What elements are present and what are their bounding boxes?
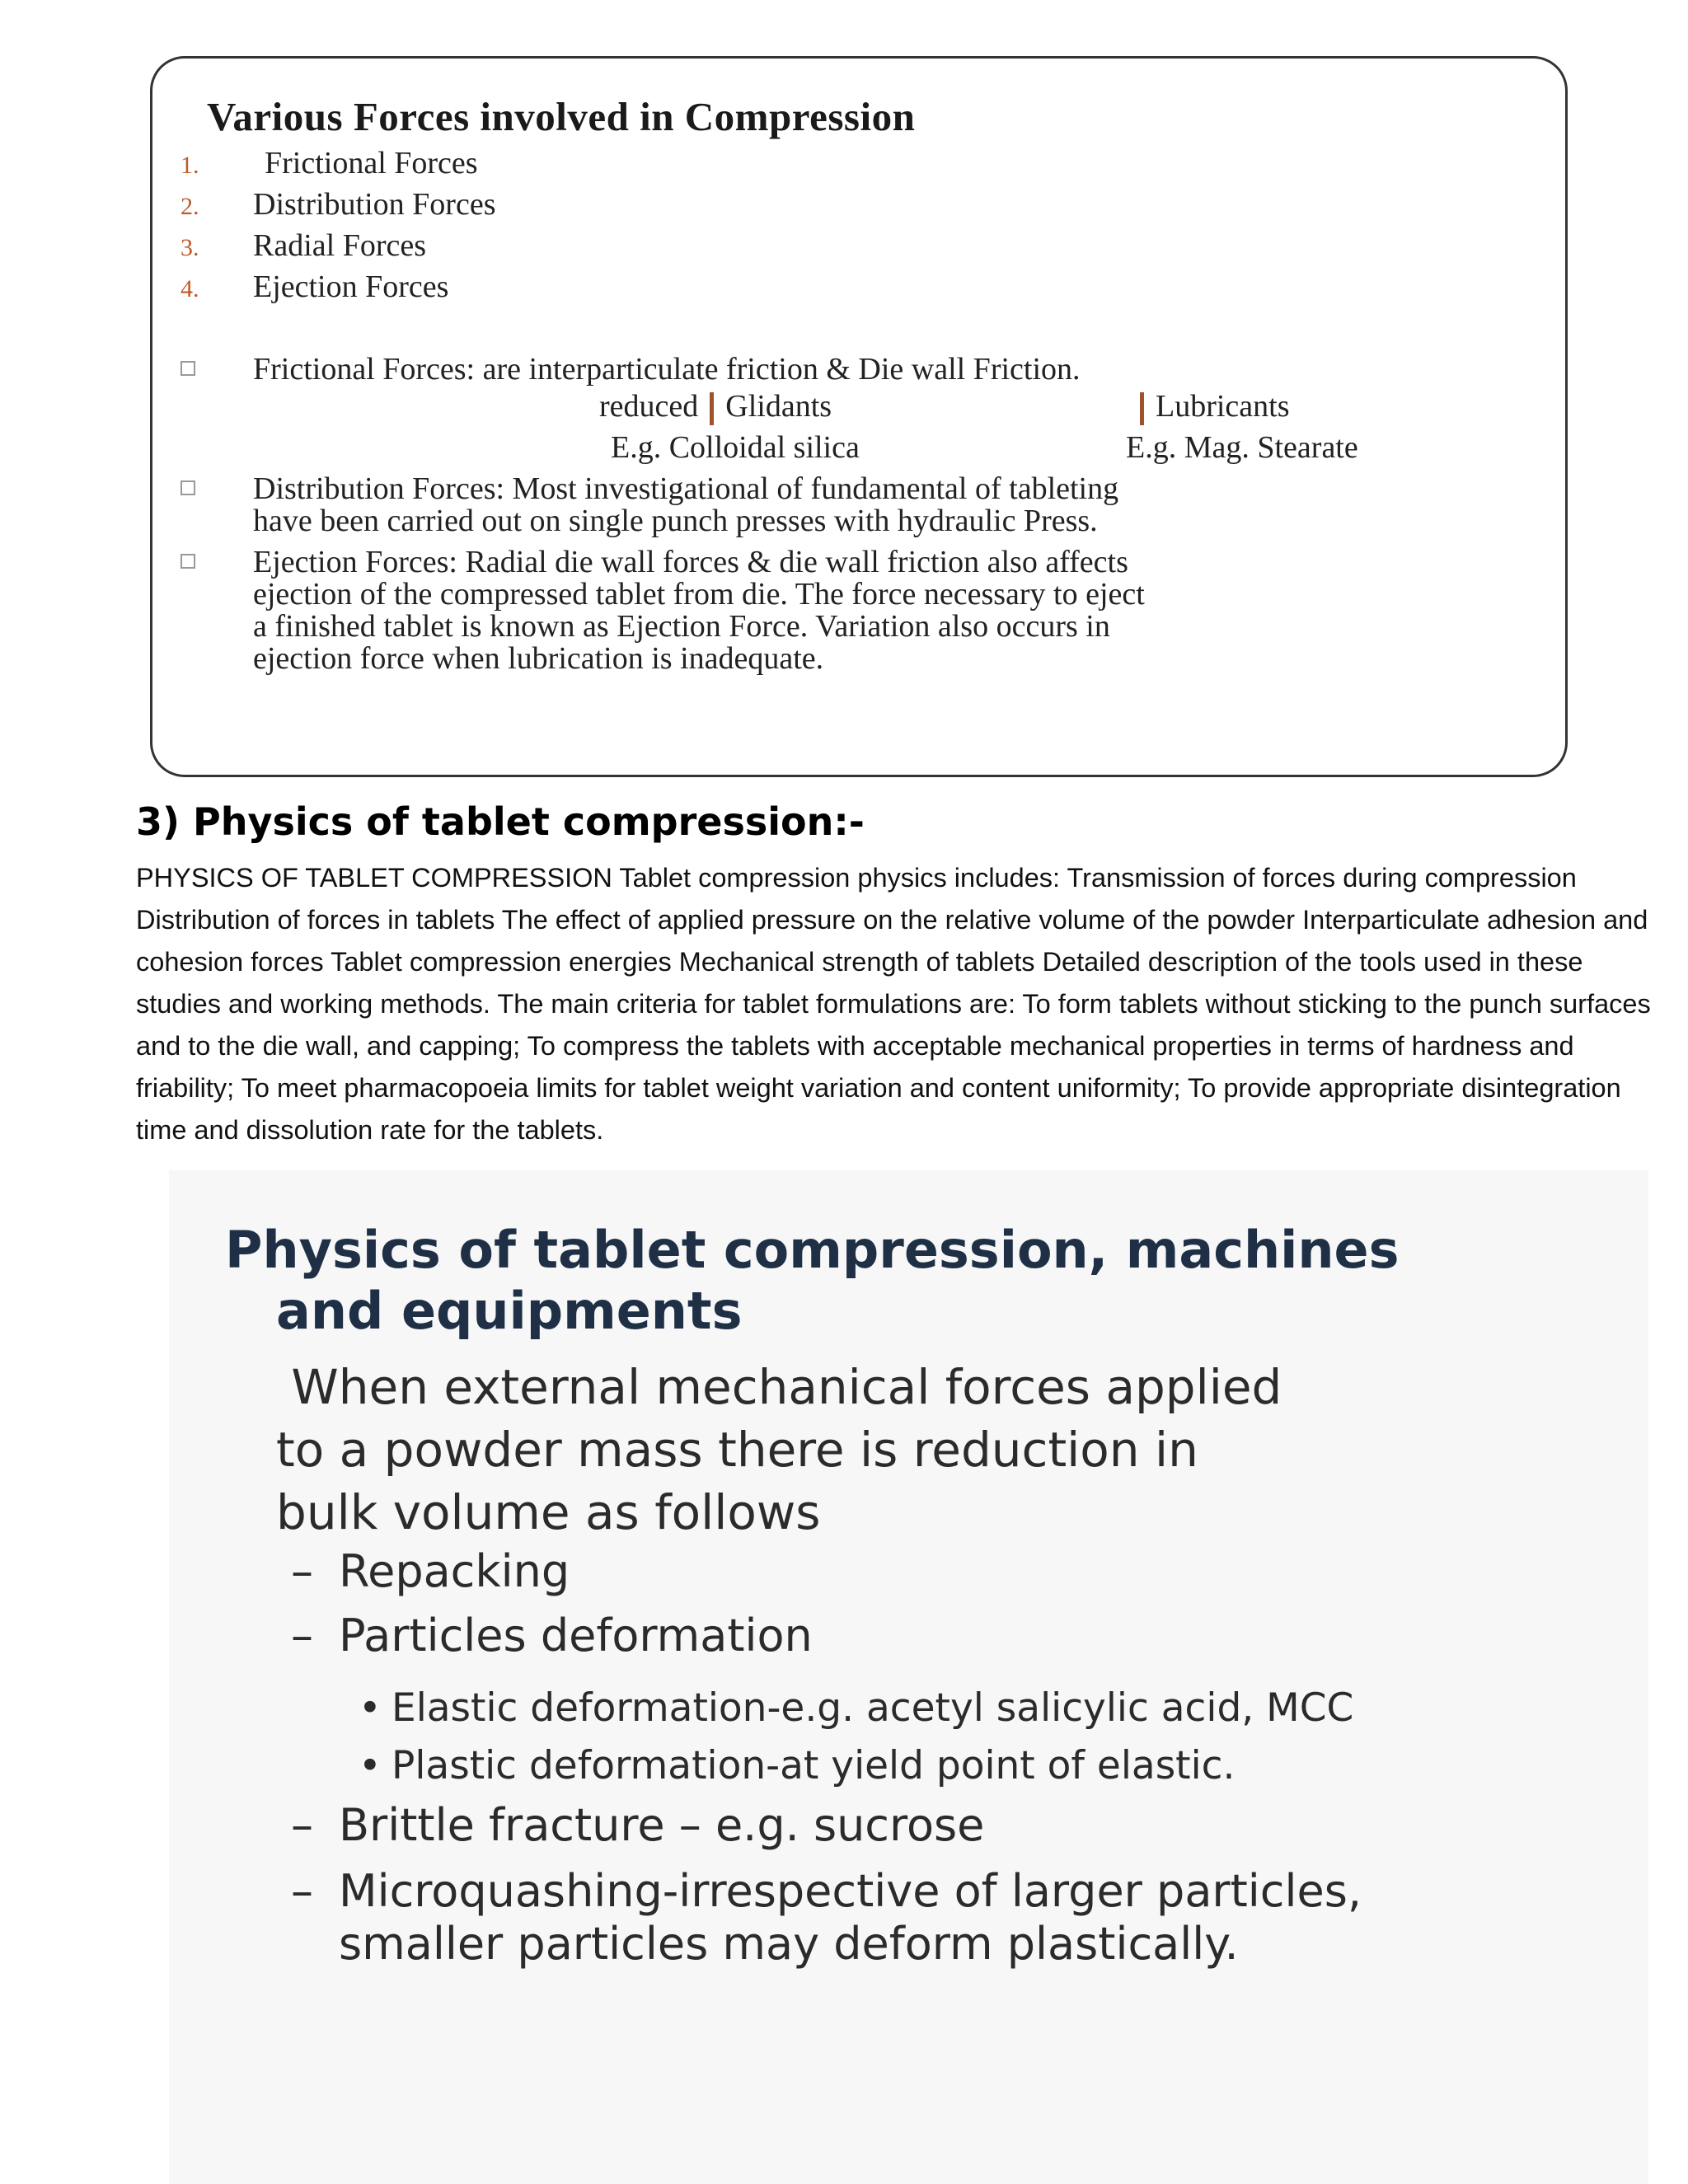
list-item <box>181 186 495 227</box>
list-text: Frictional Forces <box>265 146 478 180</box>
dash-icon: – <box>291 1865 313 1917</box>
square-bullet-icon <box>181 480 195 495</box>
list-text: Ejection Forces <box>253 269 449 304</box>
square-bullet-icon <box>181 361 195 376</box>
deformation-item <box>291 1610 813 1662</box>
intro-text <box>276 1356 1512 1544</box>
forces-list <box>181 145 495 310</box>
list-item <box>181 227 495 269</box>
distribution-line: Distribution Forces: Most investigational of fundamental of tableting <box>253 471 1119 506</box>
distribution-line: have been carried out on single punch presses with hydraulic Press. <box>253 504 1098 538</box>
item-text: Brittle fracture – e.g. sucrose <box>339 1799 985 1851</box>
repacking-item <box>291 1545 570 1598</box>
list-number: 2. <box>181 193 199 220</box>
physics-slide <box>169 1170 1648 2184</box>
dash-icon: – <box>291 1545 313 1597</box>
item-text: smaller particles may deform plastically. <box>339 1918 1239 1970</box>
list-text: Distribution Forces <box>253 187 496 222</box>
distribution-bullet <box>181 473 1118 537</box>
glidant-example: E.g. Colloidal silica <box>611 430 860 465</box>
bullet-icon: • <box>359 1743 382 1788</box>
forces-slide-title: Various Forces involved in Compression <box>207 94 916 139</box>
intro-line: to a powder mass there is reduction in <box>276 1422 1198 1478</box>
square-bullet-icon <box>181 554 195 569</box>
dash-icon: – <box>291 1799 313 1851</box>
ejection-line: Ejection Forces: Radial die wall forces & die wall friction also affects <box>253 545 1128 579</box>
brittle-item <box>291 1799 984 1852</box>
physics-slide-title <box>225 1220 1544 1342</box>
glidants-label: Glidants <box>725 389 832 424</box>
dash-icon: – <box>291 1610 313 1661</box>
lubricants-line <box>1128 388 1290 425</box>
list-item <box>181 145 495 186</box>
section-paragraph: PHYSICS OF TABLET COMPRESSION Tablet compression physics includes: Transmission of forces during compression Distribution of forces in tablets The effect of applied pressure on the relative volume of the powder Interparticulate adhesion and cohesion forces Tablet compression energies Mechanical strength of tablets Detailed description of the tools used in these studies and working methods. The main criteria for tablet formulations are: To form tablets without sticking to the punch surfaces and to the die wall, and capping; To compress the tablets with acceptable mechanical properties in terms of hardness and friability; To meet pharmacopoeia limits for tablet weight variation and content uniformity; To provide appropriate disintegration time and dissolution rate for the tablets. <box>136 863 1651 1145</box>
list-text: Radial Forces <box>253 228 427 263</box>
bullet-icon: • <box>359 1685 382 1731</box>
frictional-bullet <box>181 354 1081 386</box>
item-text: Microquashing-irrespective of larger particles, <box>339 1865 1362 1917</box>
list-number: 3. <box>181 234 199 261</box>
reduced-glidants-line <box>599 388 832 425</box>
ejection-line: ejection force when lubrication is inadequate. <box>253 641 824 676</box>
ejection-line: ejection of the compressed tablet from die. The force necessary to eject <box>253 577 1145 612</box>
ejection-bullet <box>181 546 1145 675</box>
lubricants-label: Lubricants <box>1156 389 1290 424</box>
reduced-label: reduced <box>599 389 699 424</box>
lubricant-example: E.g. Mag. Stearate <box>1126 430 1358 465</box>
forces-slide <box>150 56 1568 777</box>
section-heading: 3) Physics of tablet compression:- <box>136 799 865 844</box>
arrow-bar-icon <box>710 392 714 425</box>
plastic-item <box>359 1743 1235 1788</box>
intro-line: When external mechanical forces applied <box>276 1359 1282 1415</box>
elastic-item <box>359 1685 1353 1731</box>
arrow-bar-icon <box>1140 392 1144 425</box>
list-item <box>181 269 495 310</box>
ejection-line: a finished tablet is known as Ejection Force. Variation also occurs in <box>253 609 1110 644</box>
title-line: Physics of tablet compression, machines <box>225 1220 1400 1280</box>
frictional-text: Frictional Forces: are interparticulate friction & Die wall Friction. <box>253 352 1081 387</box>
intro-line: bulk volume as follows <box>276 1484 821 1540</box>
list-number: 4. <box>181 275 199 302</box>
title-line: and equipments <box>276 1281 743 1341</box>
list-number: 1. <box>181 152 199 179</box>
item-text: Repacking <box>339 1545 570 1597</box>
item-text: Elastic deformation-e.g. acetyl salicylic acid, MCC <box>392 1685 1354 1731</box>
microquashing-item <box>291 1865 1362 1971</box>
item-text: Plastic deformation-at yield point of elastic. <box>392 1743 1236 1788</box>
item-text: Particles deformation <box>339 1610 813 1661</box>
